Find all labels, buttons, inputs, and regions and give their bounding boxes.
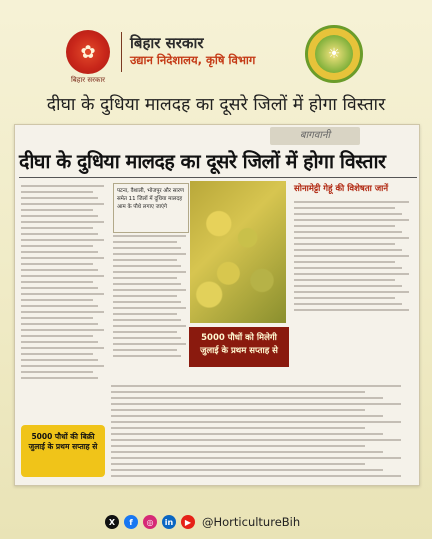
newsprint-line xyxy=(21,329,104,331)
org-title: बिहार सरकार xyxy=(130,34,204,52)
newsprint-line xyxy=(21,227,93,229)
facebook-icon[interactable]: f xyxy=(124,515,138,529)
social-handle[interactable]: @HorticultureBih xyxy=(202,515,301,529)
newsprint-line xyxy=(294,207,395,209)
bihar-government-emblem-icon: ✿ xyxy=(66,30,110,74)
newsprint-line xyxy=(111,427,365,429)
newsprint-line xyxy=(294,285,402,287)
bottom-promo-box: 5000 पौधों की बिक्री जुलाई के प्रथम सप्ताह से xyxy=(21,425,105,477)
horticulture-logo-icon xyxy=(305,25,363,83)
newsprint-line xyxy=(294,219,409,221)
newsprint-line xyxy=(294,267,402,269)
newsprint-line xyxy=(113,277,177,279)
newsprint-line xyxy=(113,247,181,249)
newsprint-line xyxy=(113,271,186,273)
newsprint-line xyxy=(111,403,401,405)
newsprint-line xyxy=(21,191,93,193)
newsprint-line xyxy=(111,445,365,447)
newsprint-line xyxy=(294,279,395,281)
newsprint-line xyxy=(113,259,177,261)
newsprint-line xyxy=(21,323,98,325)
newsprint-line xyxy=(21,203,104,205)
article-column-2 xyxy=(113,235,189,365)
newsprint-line xyxy=(113,253,186,255)
newsprint-line xyxy=(111,421,401,423)
org-subtitle: उद्यान निदेशालय, कृषि विभाग xyxy=(130,53,256,67)
newsprint-line xyxy=(111,475,401,477)
newsprint-line xyxy=(294,297,395,299)
header-divider xyxy=(121,32,122,72)
header xyxy=(0,0,432,100)
newsprint-line xyxy=(111,451,383,453)
newsprint-line xyxy=(21,221,104,223)
newsprint-line xyxy=(113,349,177,351)
youtube-icon[interactable]: ▶ xyxy=(181,515,195,529)
newsprint-line xyxy=(113,283,181,285)
newsprint-line xyxy=(113,307,186,309)
newsprint-line xyxy=(21,287,98,289)
newsprint-line xyxy=(111,463,365,465)
newsprint-line xyxy=(111,439,401,441)
newsprint-line xyxy=(294,309,409,311)
newsprint-line xyxy=(111,409,365,411)
section-tag: बागवानी xyxy=(270,127,360,145)
newsprint-line xyxy=(21,371,93,373)
x-icon[interactable]: X xyxy=(105,515,119,529)
newsprint-line xyxy=(113,295,177,297)
newsprint-line xyxy=(294,255,409,257)
newsprint-line xyxy=(21,359,98,361)
logo-inner: ☀ xyxy=(315,35,353,73)
newsprint-line xyxy=(294,225,395,227)
newsprint-line xyxy=(113,325,186,327)
newsprint-line xyxy=(21,347,104,349)
newsprint-line xyxy=(21,305,98,307)
newsprint-line xyxy=(21,317,93,319)
clipping-headline: दीघा के दुधिया मालदह का दूसरे जिलों में होगा विस्तार xyxy=(19,150,386,173)
newsprint-line xyxy=(21,353,93,355)
newsprint-line xyxy=(21,281,93,283)
emblem-caption: बिहार सरकार xyxy=(70,76,106,84)
newsprint-line xyxy=(111,415,383,417)
highlight-box: पटना, वैशाली, भोजपुर और सारण समेत 11 जिलों में दूधिया मालदह आम के पौधे लगाए जाएंगे xyxy=(113,183,189,233)
newsprint-line xyxy=(21,293,104,295)
newsprint-line xyxy=(111,457,401,459)
newsprint-line xyxy=(21,365,104,367)
newsprint-line xyxy=(294,291,409,293)
newsprint-line xyxy=(21,341,98,343)
article-column-3 xyxy=(294,201,414,316)
newsprint-line xyxy=(294,231,402,233)
newsprint-line xyxy=(21,299,93,301)
newsprint-line xyxy=(111,385,401,387)
instagram-icon[interactable]: ◎ xyxy=(143,515,157,529)
newsprint-line xyxy=(113,331,177,333)
newspaper-clipping xyxy=(14,124,420,486)
headline-rule xyxy=(19,177,417,178)
newsprint-line xyxy=(294,261,395,263)
newsprint-line xyxy=(294,237,409,239)
newsprint-line xyxy=(21,377,98,379)
article-column-4 xyxy=(111,385,413,481)
newsprint-line xyxy=(21,215,98,217)
newsprint-line xyxy=(113,235,186,237)
newsprint-line xyxy=(113,265,181,267)
newsprint-line xyxy=(113,289,186,291)
article-column-1 xyxy=(21,185,107,385)
newsprint-line xyxy=(111,391,365,393)
social-footer xyxy=(105,513,300,531)
page-headline: दीघा के दुधिया मालदह का दूसरे जिलों में होगा विस्तार xyxy=(46,95,386,115)
newsprint-line xyxy=(21,311,104,313)
newsprint-line xyxy=(21,335,93,337)
newsprint-line xyxy=(21,275,104,277)
newsprint-line xyxy=(113,355,181,357)
newsprint-line xyxy=(294,243,395,245)
right-column-heading: सोनामेट्टी गेहूं की विशेषता जानें xyxy=(294,184,389,194)
newsprint-line xyxy=(21,209,93,211)
newsprint-line xyxy=(113,313,177,315)
linkedin-icon[interactable]: in xyxy=(162,515,176,529)
newsprint-line xyxy=(21,251,98,253)
newsprint-line xyxy=(113,337,181,339)
newsprint-line xyxy=(21,257,104,259)
newsprint-line xyxy=(113,301,181,303)
newsprint-line xyxy=(294,213,402,215)
mango-photo xyxy=(190,181,286,323)
newsprint-line xyxy=(294,303,402,305)
newsprint-line xyxy=(21,269,98,271)
newsprint-line xyxy=(21,263,93,265)
newsprint-line xyxy=(21,233,98,235)
newsprint-line xyxy=(294,273,409,275)
newsprint-line xyxy=(111,397,383,399)
newsprint-line xyxy=(113,241,177,243)
newsprint-line xyxy=(21,185,104,187)
newsprint-line xyxy=(21,245,93,247)
newsprint-line xyxy=(113,343,186,345)
newsprint-line xyxy=(111,433,383,435)
newsprint-line xyxy=(113,319,181,321)
newsprint-line xyxy=(21,197,98,199)
promo-banner: 5000 पौधों को मिलेगी जुलाई के प्रथम सप्ताह से xyxy=(189,327,289,367)
newsprint-line xyxy=(294,201,409,203)
newsprint-line xyxy=(294,249,402,251)
newsprint-line xyxy=(111,469,383,471)
newsprint-line xyxy=(21,239,104,241)
